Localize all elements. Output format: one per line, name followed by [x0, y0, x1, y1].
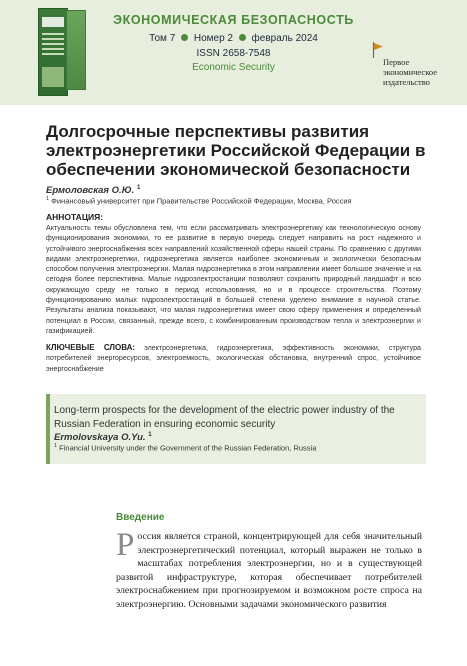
journal-name-en: Economic Security: [192, 62, 275, 73]
introduction-paragraph: Россия является страной, концентрирующей для себя значительный электроэнергетический потенциал, который выражен не только в масштабах потребления электроэнергии, но и в существующей развитой инфраструктуре, которая обеспечивает потребителей электроснабжением при прогнозируемом и возможном росте спроса на электроэнергию. Основными задачами экономического развития: [116, 527, 422, 610]
keywords: [46, 343, 421, 374]
section-heading-introduction: Введение: [116, 512, 165, 523]
publisher-flag-icon: [372, 42, 384, 58]
author-affiliation: $^1$ Финансовый университет при Правительстве Российской Федерации, Москва, Россия: [46, 196, 352, 206]
publisher-logo-text: Первое экономическое издательство: [383, 57, 438, 87]
volume: Том 7: [149, 33, 176, 44]
abstract-label: АННОТАЦИЯ:: [46, 212, 104, 222]
bullet-dot-icon: [181, 34, 188, 41]
article-author: Ермоловская О.Ю. $^1$: [46, 184, 141, 197]
english-title: Long-term prospects for the development of the electric power industry of the Russian Federation in ensuring economic security: [54, 405, 395, 430]
issue-number: Номер 2: [193, 33, 233, 44]
issue-info: [0, 33, 467, 44]
english-affiliation: $^1$ Financial University under the Government of the Russian Federation, Russia: [54, 443, 317, 453]
issn: ISSN 2658-7548: [196, 48, 271, 59]
bullet-dot-icon: [239, 34, 246, 41]
article-title: Долгосрочные перспективы развития электроэнергетики Российской Федерации в обеспечении экономической безопасности: [46, 122, 426, 179]
abstract-text: Актуальность темы обусловлена тем, что если рассматривать электроэнергетику как технологическую основу функционирования экономики, то ее развитие в первую очередь следует направить на рост надежного и устойчивого энергоснабжения всех направлений хозяйственной сферы нашей страны. По сравнению с другими видами электроэнергетики, гидроэнергетика является наиболее экономичным и экологически безопасным способом получения электроэнергии. Малая гидроэнергетика в этом направлении имеет большое значение и на сегодня более перспективна. Малые гидроэлектростанции позволяют сохранить природный ландшафт и всю окружающую среду не только в период использования, но и в процессе строительства. Поэтому функционированию малых гидроэлектростанций в большей степени уделено внимание в научной статье. Результаты анализа показывают, что малая гидроэнергетика имеет свою сферу применения и определенный потенциал в России, связанный, прежде всего, с комбинированным производством тепла и электроэнергии и газификацией.: [46, 224, 421, 335]
keywords-label: КЛЮЧЕВЫЕ СЛОВА:: [46, 343, 136, 352]
journal-name: ЭКОНОМИЧЕСКАЯ БЕЗОПАСНОСТЬ: [113, 13, 354, 27]
english-author: Ermolovskaya O.Yu. $^1$: [54, 431, 152, 444]
issue-date: февраль 2024: [251, 33, 318, 44]
keywords-text: электроэнергетика, гидроэнергетика, эффективность экономики, структура потребителей энергоресурсов, электроемкость, экологическая обстановка, внутренний спрос, устойчивое энергоснабжение: [46, 344, 421, 373]
drop-cap: Р: [116, 527, 135, 563]
